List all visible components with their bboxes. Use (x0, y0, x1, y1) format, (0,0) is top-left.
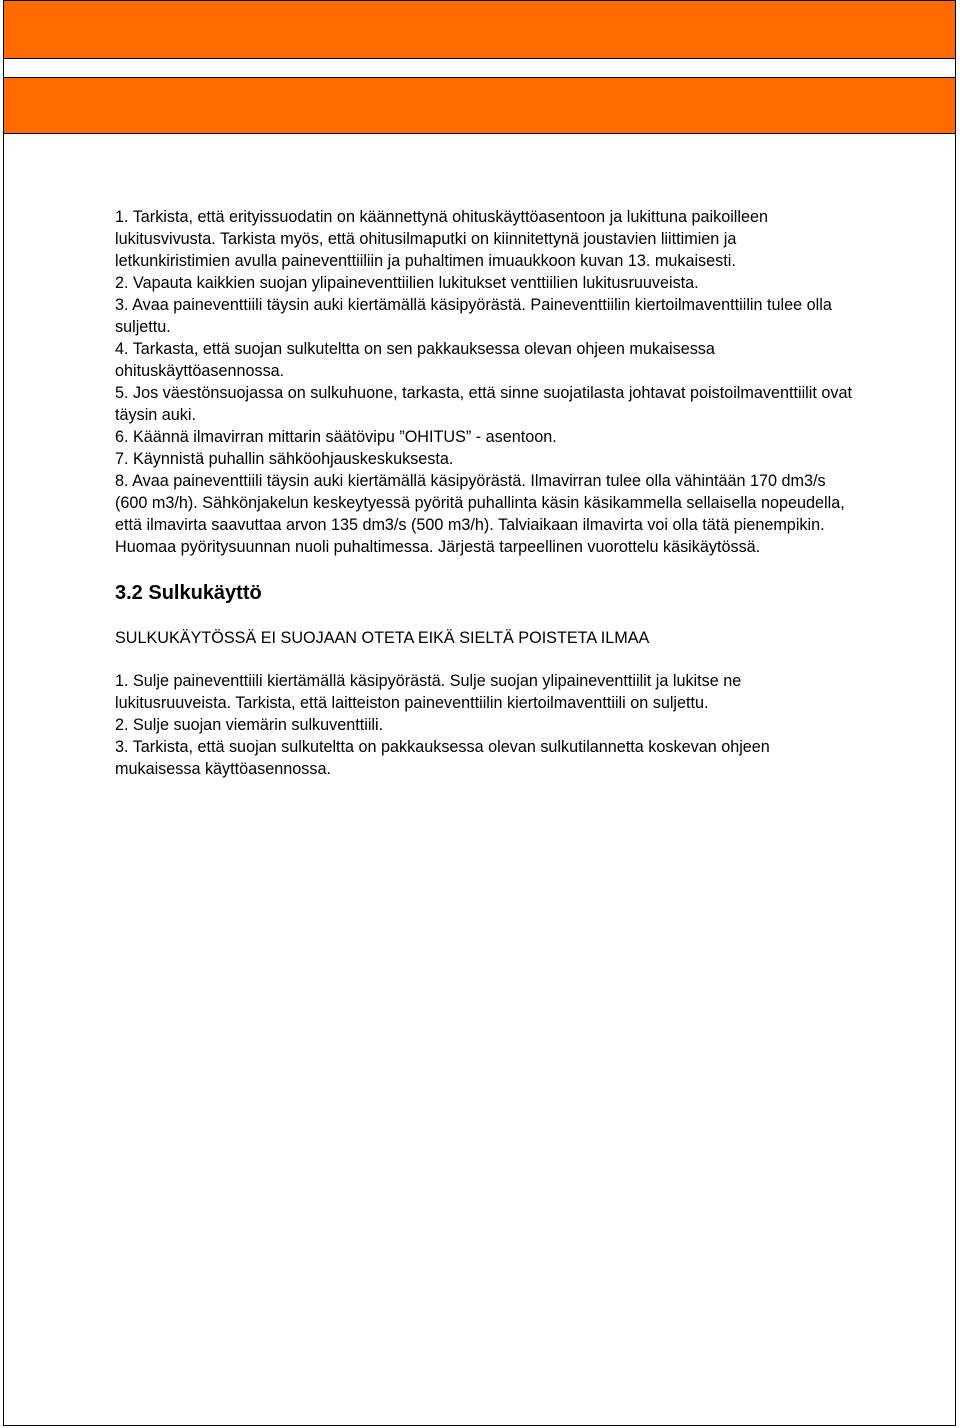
step-5: 5. Jos väestönsuojassa on sulkuhuone, tarkasta, että sinne suojatilasta johtavat poistoilmaventtiilit ovat täysin auki. (115, 384, 852, 424)
step-4: 4. Tarkasta, että suojan sulkuteltta on sen pakkauksessa olevan ohjeen mukaisessa ohituskäyttöasennossa. (115, 340, 715, 380)
header-band-top (3, 0, 956, 59)
header-band-second (3, 77, 956, 134)
step-7: 7. Käynnistä puhallin sähköohjauskeskuksesta. (115, 450, 454, 468)
step-2: 2. Vapauta kaikkien suojan ylipaineventtiilien lukitukset venttiilien lukitusruuveista. (115, 274, 699, 292)
closed-step-3: 3. Tarkista, että suojan sulkuteltta on pakkauksessa olevan sulkutilannetta koskevan ohjeen mukaisessa käyttöasennossa. (115, 738, 770, 778)
closed-step-1: 1. Sulje paineventtiili kiertämällä käsipyörästä. Sulje suojan ylipaineventtiilit ja lukitse ne lukitusruuveista. Tarkista, että laitteiston paineventtiilin kiertoilmaventtiili on suljettu. (115, 672, 742, 712)
section-warning: SULKUKÄYTÖSSÄ EI SUOJAAN OTETA EIKÄ SIELTÄ POISTETA ILMAA (115, 629, 650, 647)
step-6: 6. Käännä ilmavirran mittarin säätövipu ”OHITUS” - asentoon. (115, 428, 557, 446)
step-1: 1. Tarkista, että erityissuodatin on käännettynä ohituskäyttöasentoon ja lukittuna paikoilleen lukitusvivusta. Tarkista myös, että ohitusilmaputki on kiinnitettynä joustavien liittimien ja letkunkiristimien avulla paineventtiiliin ja puhaltimen imuaukkoon kuvan 13. mukaisesti. (115, 208, 769, 270)
section-heading: 3.2 Sulkukäyttö (115, 582, 262, 604)
document-body (115, 206, 855, 780)
closed-step-2: 2. Sulje suojan viemärin sulkuventtiili. (115, 716, 384, 734)
bypass-steps-list (115, 206, 855, 558)
step-8: 8. Avaa paineventtiili täysin auki kiertämällä käsipyörästä. Ilmavirran tulee olla vähintään 170 dm3/s (600 m3/h). Sähkönjakelun keskeytyessä pyöritä puhallinta käsin käsikammella sellaisella nopeudella, että ilmavirta saavuttaa arvon 135 dm3/s (500 m3/h). Talviaikaan ilmavirta voi olla tätä pienempikin. Huomaa pyöritysuunnan nuoli puhaltimessa. Järjestä tarpeellinen vuorottelu käsikäytössä. (115, 472, 845, 556)
closed-steps-list (115, 670, 855, 780)
step-3: 3. Avaa paineventtiili täysin auki kiertämällä käsipyörästä. Paineventtiilin kiertoilmaventtiilin tulee olla suljettu. (115, 296, 832, 336)
